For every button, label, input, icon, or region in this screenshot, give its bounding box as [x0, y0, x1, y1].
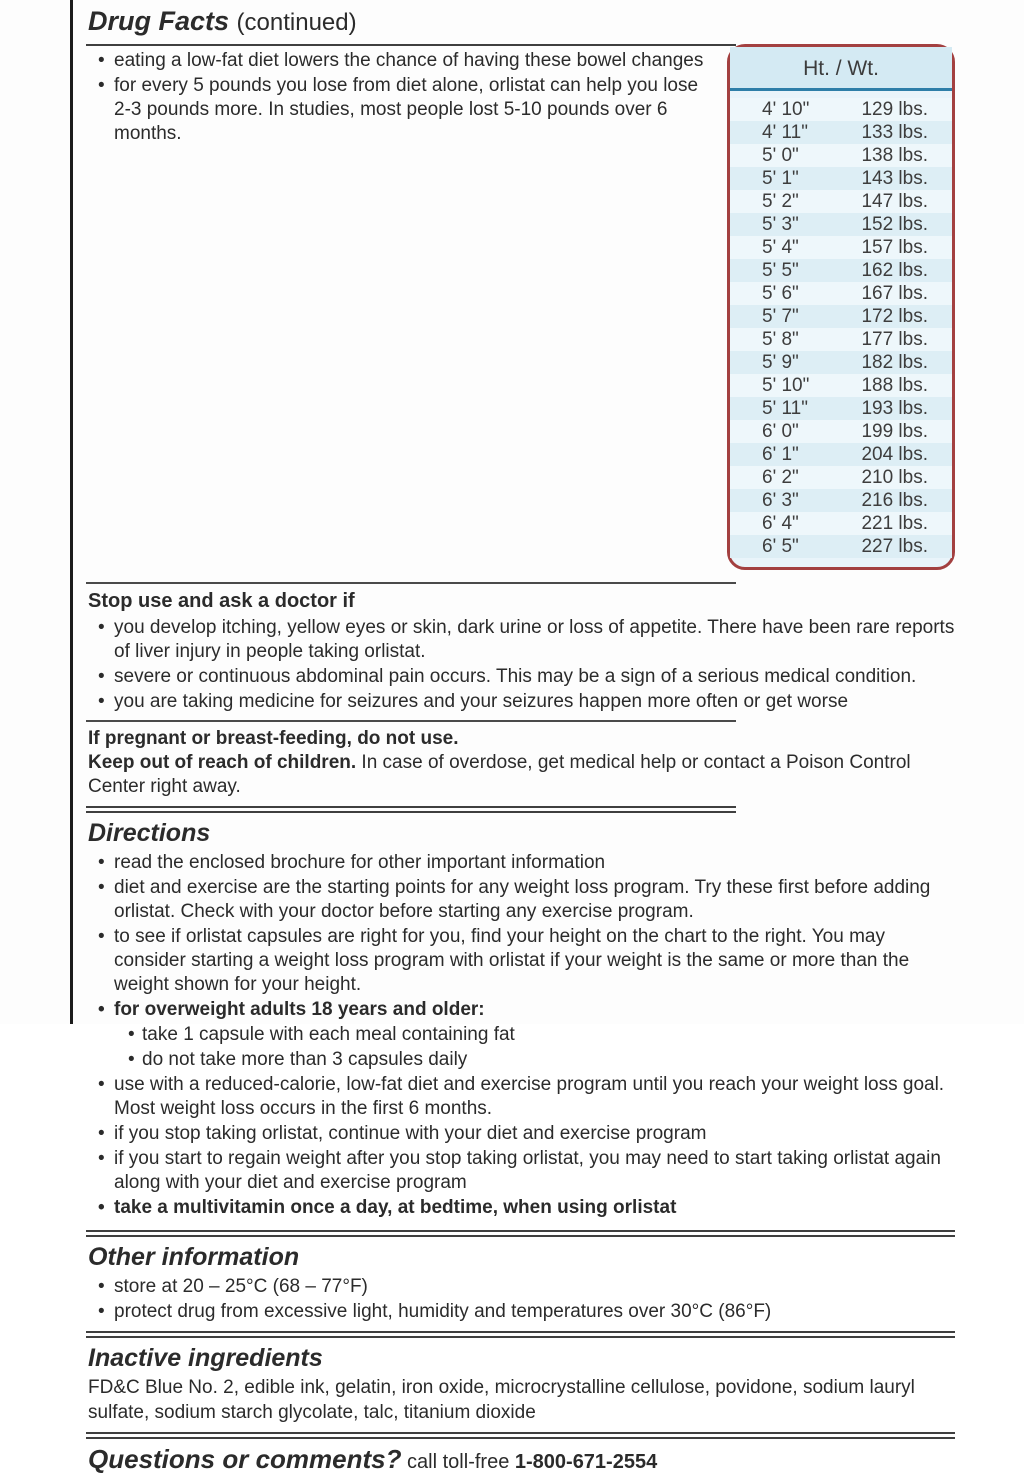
table-row — [730, 144, 952, 167]
directions-sub-bullet-list — [86, 1023, 955, 1072]
inactive-ingredients-heading: Inactive ingredients — [88, 1344, 323, 1372]
height-cell: 5' 6" — [762, 283, 799, 304]
list-item: • eating a low-fat diet lowers the chance of having these bowel changes — [86, 49, 955, 73]
list-item: • do not take more than 3 capsules daily — [114, 1048, 955, 1072]
height-cell: 5' 9" — [762, 352, 799, 373]
label-content — [86, 4, 955, 1477]
other-information-heading: Other information — [88, 1243, 300, 1271]
table-row — [730, 282, 952, 305]
stop-use-heading: Stop use and ask a doctor if — [88, 590, 355, 612]
list-item: • diet and exercise are the starting points for any weight loss program. Try these first before adding orlistat. Check with your doctor before starting any exercise program. — [86, 876, 955, 924]
chart-header: Ht. / Wt. — [730, 47, 952, 91]
weight-cell: 157 lbs. — [861, 237, 928, 258]
table-row — [730, 443, 952, 466]
table-row — [730, 397, 952, 420]
height-cell: 6' 1" — [762, 444, 799, 465]
list-item: • for overweight adults 18 years and older: — [86, 998, 955, 1022]
list-item: • take a multivitamin once a day, at bedtime, when using orlistat — [86, 1196, 955, 1220]
weight-cell: 199 lbs. — [861, 421, 928, 442]
height-cell: 5' 4" — [762, 237, 799, 258]
height-cell: 5' 5" — [762, 260, 799, 281]
section-divider-double — [86, 1230, 955, 1237]
left-border-rule — [70, 0, 73, 1024]
list-item: • protect drug from excessive light, humidity and temperatures over 30°C (86°F) — [86, 1300, 955, 1324]
height-cell: 6' 3" — [762, 490, 799, 511]
table-row — [730, 420, 952, 443]
inactive-ingredients-text: FD&C Blue No. 2, edible ink, gelatin, iron oxide, microcrystalline cellulose, povidone, sodium lauryl sulfate, sodium starch glycolate, talc, titanium dioxide — [88, 1377, 915, 1423]
weight-cell: 188 lbs. — [861, 375, 928, 396]
table-row — [730, 259, 952, 282]
height-cell: 5' 8" — [762, 329, 799, 350]
title-continued: (continued) — [236, 9, 357, 36]
height-cell: 5' 1" — [762, 168, 799, 189]
weight-cell: 177 lbs. — [861, 329, 928, 350]
height-cell: 4' 10" — [762, 99, 810, 120]
title-main: Drug Facts — [88, 6, 230, 36]
table-row — [730, 236, 952, 259]
list-item: • take 1 capsule with each meal containing fat — [114, 1023, 955, 1047]
table-row — [730, 535, 952, 558]
list-item: • severe or continuous abdominal pain occurs. This may be a sign of a serious medical condition. — [86, 665, 955, 689]
weight-cell: 227 lbs. — [861, 536, 928, 557]
list-item: • to see if orlistat capsules are right for you, find your height on the chart to the right. You may consider starting a weight loss program with orlistat if your weight is the same or more than the weight shown for your height. — [86, 925, 955, 997]
stop-use-bullet-list — [86, 616, 955, 714]
list-item: • you are taking medicine for seizures and your seizures happen more often or get worse — [86, 690, 955, 714]
pregnancy-warning — [88, 727, 955, 799]
table-row — [730, 305, 952, 328]
list-item: • you develop itching, yellow eyes or skin, dark urine or loss of appetite. There have been rare reports of liver injury in people taking orlistat. — [86, 616, 955, 664]
height-cell: 4' 11" — [762, 122, 808, 143]
directions-heading: Directions — [88, 819, 211, 847]
weight-cell: 133 lbs. — [861, 122, 928, 143]
table-row — [730, 512, 952, 535]
height-cell: 5' 3" — [762, 214, 799, 235]
height-cell: 6' 5" — [762, 536, 799, 557]
phone-number: 1-800-671-2554 — [514, 1451, 658, 1473]
height-cell: 6' 0" — [762, 421, 799, 442]
directions-bullet-list — [86, 851, 955, 1220]
table-row — [730, 213, 952, 236]
weight-cell: 129 lbs. — [861, 99, 928, 120]
page-title — [86, 4, 736, 46]
table-row — [730, 489, 952, 512]
table-row — [730, 167, 952, 190]
weight-cell: 210 lbs. — [861, 467, 928, 488]
weight-cell: 167 lbs. — [861, 283, 928, 304]
pregnancy-line: If pregnant or breast-feeding, do not use. — [88, 728, 459, 749]
height-cell: 5' 2" — [762, 191, 799, 212]
weight-cell: 193 lbs. — [861, 398, 928, 419]
height-cell: 5' 11" — [762, 398, 808, 419]
weight-cell: 204 lbs. — [861, 444, 928, 465]
list-item: • if you start to regain weight after you stop taking orlistat, you may need to start taking orlistat again along with your diet and exercise program — [86, 1147, 955, 1195]
table-row — [730, 466, 952, 489]
questions-heading: Questions or comments? — [88, 1444, 402, 1474]
height-cell: 5' 10" — [762, 375, 810, 396]
weight-cell: 172 lbs. — [861, 306, 928, 327]
section-divider-double — [86, 1331, 955, 1338]
intro-bullet-list — [86, 49, 955, 146]
weight-cell: 216 lbs. — [861, 490, 928, 511]
keep-out-of-reach-line — [88, 751, 955, 799]
weight-cell: 152 lbs. — [861, 214, 928, 235]
other-information-bullet-list — [86, 1275, 955, 1324]
table-row — [730, 351, 952, 374]
weight-cell: 162 lbs. — [861, 260, 928, 281]
list-item: • store at 20 – 25°C (68 – 77°F) — [86, 1275, 955, 1299]
section-divider — [86, 582, 736, 584]
height-cell: 5' 7" — [762, 306, 799, 327]
weight-cell: 147 lbs. — [861, 191, 928, 212]
section-divider-double — [86, 806, 736, 813]
height-cell: 6' 2" — [762, 467, 799, 488]
keep-out-rest: In case of overdose, get medical help or contact a Poison Control Center right away. — [88, 752, 911, 797]
weight-cell: 138 lbs. — [861, 145, 928, 166]
list-item: • if you stop taking orlistat, continue with your diet and exercise program — [86, 1122, 955, 1146]
list-item: • use with a reduced-calorie, low-fat diet and exercise program until you reach your weight loss goal. Most weight loss occurs in the first 6 months. — [86, 1073, 955, 1121]
keep-out-bold: Keep out of reach of children. — [88, 752, 357, 773]
height-cell: 6' 4" — [762, 513, 799, 534]
section-divider — [86, 720, 736, 722]
section-divider-double — [86, 1432, 955, 1439]
table-row — [730, 374, 952, 397]
list-item: • read the enclosed brochure for other important information — [86, 851, 955, 875]
table-row — [730, 190, 952, 213]
chart-body — [730, 91, 952, 567]
list-item: • for every 5 pounds you lose from diet alone, orlistat can help you lose 2-3 pounds more. In studies, most people lost 5-10 pounds over 6 months. — [86, 74, 955, 146]
height-cell: 5' 0" — [762, 145, 799, 166]
table-row — [730, 328, 952, 351]
questions-section — [88, 1444, 955, 1477]
weight-cell: 182 lbs. — [861, 352, 928, 373]
call-toll-free-text: call toll-free — [401, 1451, 515, 1473]
weight-cell: 221 lbs. — [861, 513, 928, 534]
weight-cell: 143 lbs. — [861, 168, 928, 189]
